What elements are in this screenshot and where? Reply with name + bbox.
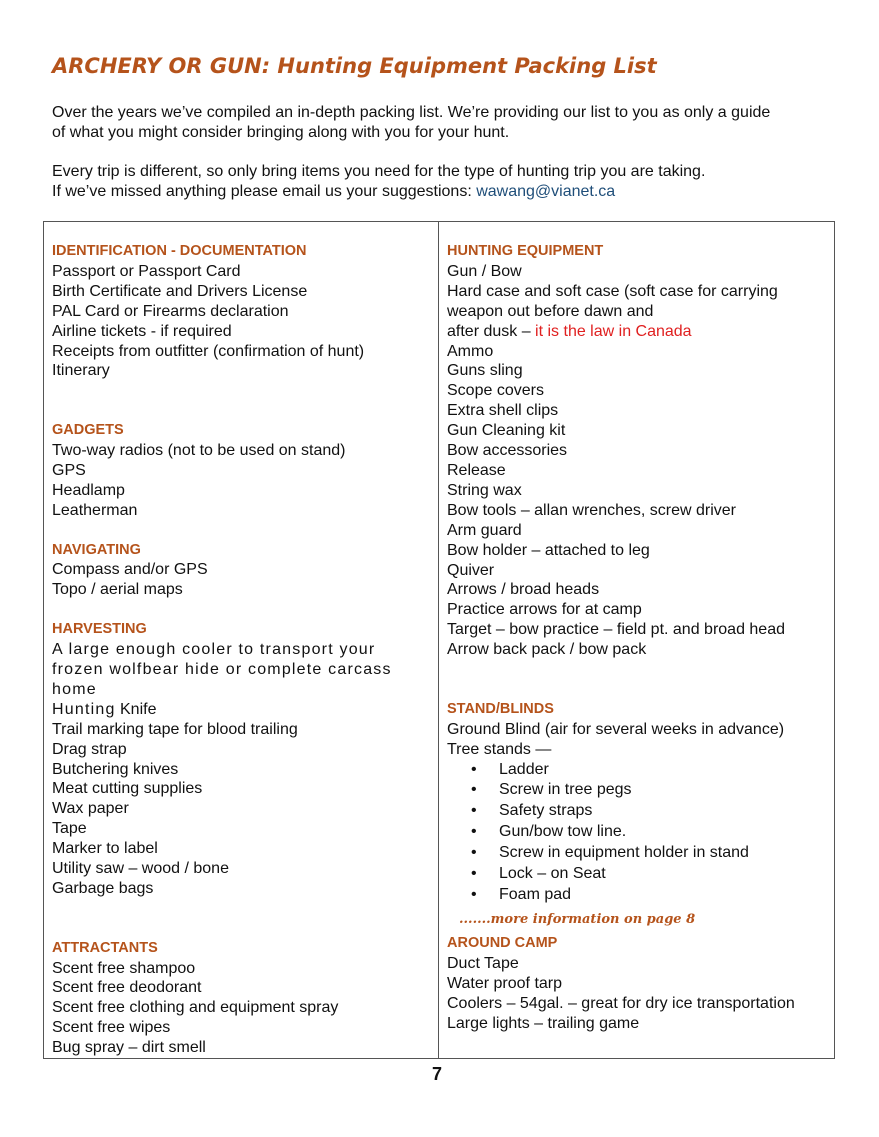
list-item: Arm guard xyxy=(447,521,522,539)
bullet-item-text: Foam pad xyxy=(499,885,572,903)
list-item: Wax paper xyxy=(52,800,129,818)
camp-list xyxy=(447,954,795,1034)
section-heading-around-camp: AROUND CAMP xyxy=(447,934,558,951)
bullet-item xyxy=(447,885,795,906)
list-item: Airline tickets - if required xyxy=(52,322,232,340)
bullet-item-text: Ladder xyxy=(499,760,549,778)
intro-paragraph-1 xyxy=(52,103,770,143)
section-heading-hunting-equipment: HUNTING EQUIPMENT xyxy=(447,243,604,259)
list-item: Headlamp xyxy=(52,481,125,499)
page-number: 7 xyxy=(432,1064,443,1084)
hunting-list-a xyxy=(447,262,795,322)
bullet-icon: • xyxy=(471,760,477,778)
section-heading-navigating: NAVIGATING xyxy=(52,541,141,558)
list-item: Receipts from outfitter (confirmation of hunt) xyxy=(52,342,365,360)
list-item: Bug spray – dirt smell xyxy=(52,1039,206,1057)
list-item: Ground Blind (air for several weeks in advance) xyxy=(447,720,785,738)
list-item: Tree stands — xyxy=(447,740,552,758)
section-heading-stand-blinds: STAND/BLINDS xyxy=(447,700,554,717)
list-item: GPS xyxy=(52,461,86,479)
list-item: Two-way radios (not to be used on stand) xyxy=(52,442,346,460)
list-item: Birth Certificate and Drivers License xyxy=(52,282,308,300)
bullet-item-text: Screw in equipment holder in stand xyxy=(499,844,749,862)
list-item: Drag strap xyxy=(52,740,127,758)
bullet-icon: • xyxy=(471,865,477,883)
list-item: Bow tools – allan wrenches, screw driver xyxy=(447,501,737,519)
list-item: Gun / Bow xyxy=(447,262,522,280)
identification-list xyxy=(52,262,392,381)
intro-line: of what you might consider bringing along with you for your hunt. xyxy=(52,124,510,141)
list-item: Marker to label xyxy=(52,840,158,858)
list-item: Ammo xyxy=(447,342,494,360)
intro-line xyxy=(52,182,705,202)
list-item: Butchering knives xyxy=(52,760,179,778)
hunting-list-b xyxy=(447,342,795,661)
intro-line: Over the years we’ve compiled an in-depth packing list. We’re providing our list to you as only a guide xyxy=(52,104,771,121)
list-item: Hard case and soft case (soft case for carrying xyxy=(447,282,778,300)
bullet-item-text: Safety straps xyxy=(499,802,593,820)
list-item-text: after dusk – xyxy=(447,322,536,340)
list-item: Gun Cleaning kit xyxy=(447,422,566,440)
list-item: Scent free wipes xyxy=(52,1019,171,1037)
list-item: frozen wolfbear hide or complete carcass xyxy=(52,660,392,678)
list-item: Extra shell clips xyxy=(447,402,559,420)
section-heading-gadgets: GADGETS xyxy=(52,422,124,439)
intro-line: Every trip is different, so only bring items you need for the type of hunting trip you are taking. xyxy=(52,163,706,180)
list-item: Garbage bags xyxy=(52,879,154,897)
list-item: Duct Tape xyxy=(447,954,519,972)
left-column xyxy=(52,242,392,1058)
list-item: Scope covers xyxy=(447,382,544,400)
bullet-item xyxy=(447,780,795,801)
list-item-text: Hunting xyxy=(52,700,116,718)
bullet-item xyxy=(447,760,795,781)
gadgets-list xyxy=(52,441,392,521)
section-heading-harvesting: HARVESTING xyxy=(52,621,147,638)
bullet-item xyxy=(447,843,795,864)
list-item: Leatherman xyxy=(52,501,138,519)
list-item: Bow holder – attached to leg xyxy=(447,541,650,559)
list-item: Target – bow practice – field pt. and broad head xyxy=(447,621,785,639)
list-item: Practice arrows for at camp xyxy=(447,601,642,619)
list-item: PAL Card or Firearms declaration xyxy=(52,302,289,320)
list-item: weapon out before dawn and xyxy=(447,302,654,320)
list-item: Passport or Passport Card xyxy=(52,262,241,280)
list-item: Trail marking tape for blood trailing xyxy=(52,720,298,738)
list-item: Water proof tarp xyxy=(447,974,563,992)
list-item-text: Knife xyxy=(115,700,157,718)
page-title: ARCHERY OR GUN: Hunting Equipment Packing List xyxy=(52,54,657,78)
bullet-item xyxy=(447,801,795,822)
list-item: Utility saw – wood / bone xyxy=(52,860,229,878)
bullet-icon: • xyxy=(471,823,477,841)
intro-line-text: If we’ve missed anything please email us your suggestions: xyxy=(52,183,477,200)
list-item: Arrows / broad heads xyxy=(447,581,600,599)
list-item xyxy=(52,700,392,720)
bullet-item-text: Screw in tree pegs xyxy=(499,781,632,799)
section-heading-attractants: ATTRACTANTS xyxy=(52,939,158,956)
list-item: Scent free shampoo xyxy=(52,959,196,977)
bullet-icon: • xyxy=(471,885,477,903)
law-warning: it is the law in Canada xyxy=(535,322,692,340)
list-item: Meat cutting supplies xyxy=(52,780,203,798)
stand-bullet-list xyxy=(447,760,795,906)
bullet-item xyxy=(447,822,795,843)
right-column xyxy=(447,242,795,1033)
list-item: Arrow back pack / bow pack xyxy=(447,641,647,659)
list-item: Large lights – trailing game xyxy=(447,1014,640,1032)
harvesting-list xyxy=(52,720,392,899)
list-item: String wax xyxy=(447,481,522,499)
bullet-item xyxy=(447,864,795,885)
list-item: home xyxy=(52,680,97,698)
attractants-list xyxy=(52,959,392,1059)
list-item: Tape xyxy=(52,820,87,838)
bullet-item-text: Lock – on Seat xyxy=(499,865,606,883)
email-link[interactable]: wawang@vianet.ca xyxy=(476,183,616,200)
list-item: Scent free deodorant xyxy=(52,979,202,997)
bullet-icon: • xyxy=(471,802,477,820)
list-item: Quiver xyxy=(447,561,495,579)
list-item: Itinerary xyxy=(52,362,110,380)
list-item xyxy=(447,322,795,342)
bullet-icon: • xyxy=(471,781,477,799)
bullet-item-text: Gun/bow tow line. xyxy=(499,823,627,841)
section-heading-identification: IDENTIFICATION - DOCUMENTATION xyxy=(52,243,307,259)
list-item: Release xyxy=(447,461,506,479)
column-divider xyxy=(438,222,439,1059)
list-item: Scent free clothing and equipment spray xyxy=(52,999,339,1017)
list-item: Guns sling xyxy=(447,362,523,380)
list-item: Bow accessories xyxy=(447,442,568,460)
stand-list xyxy=(447,720,795,760)
intro-paragraph-2 xyxy=(52,162,705,202)
list-item: Topo / aerial maps xyxy=(52,581,183,599)
list-item: Compass and/or GPS xyxy=(52,561,208,579)
navigating-list xyxy=(52,560,392,600)
list-item: Coolers – 54gal. – great for dry ice transportation xyxy=(447,994,795,1012)
bullet-icon: • xyxy=(471,844,477,862)
more-info-note: .......more information on page 8 xyxy=(459,911,696,927)
list-item: A large enough cooler to transport your xyxy=(52,641,376,659)
